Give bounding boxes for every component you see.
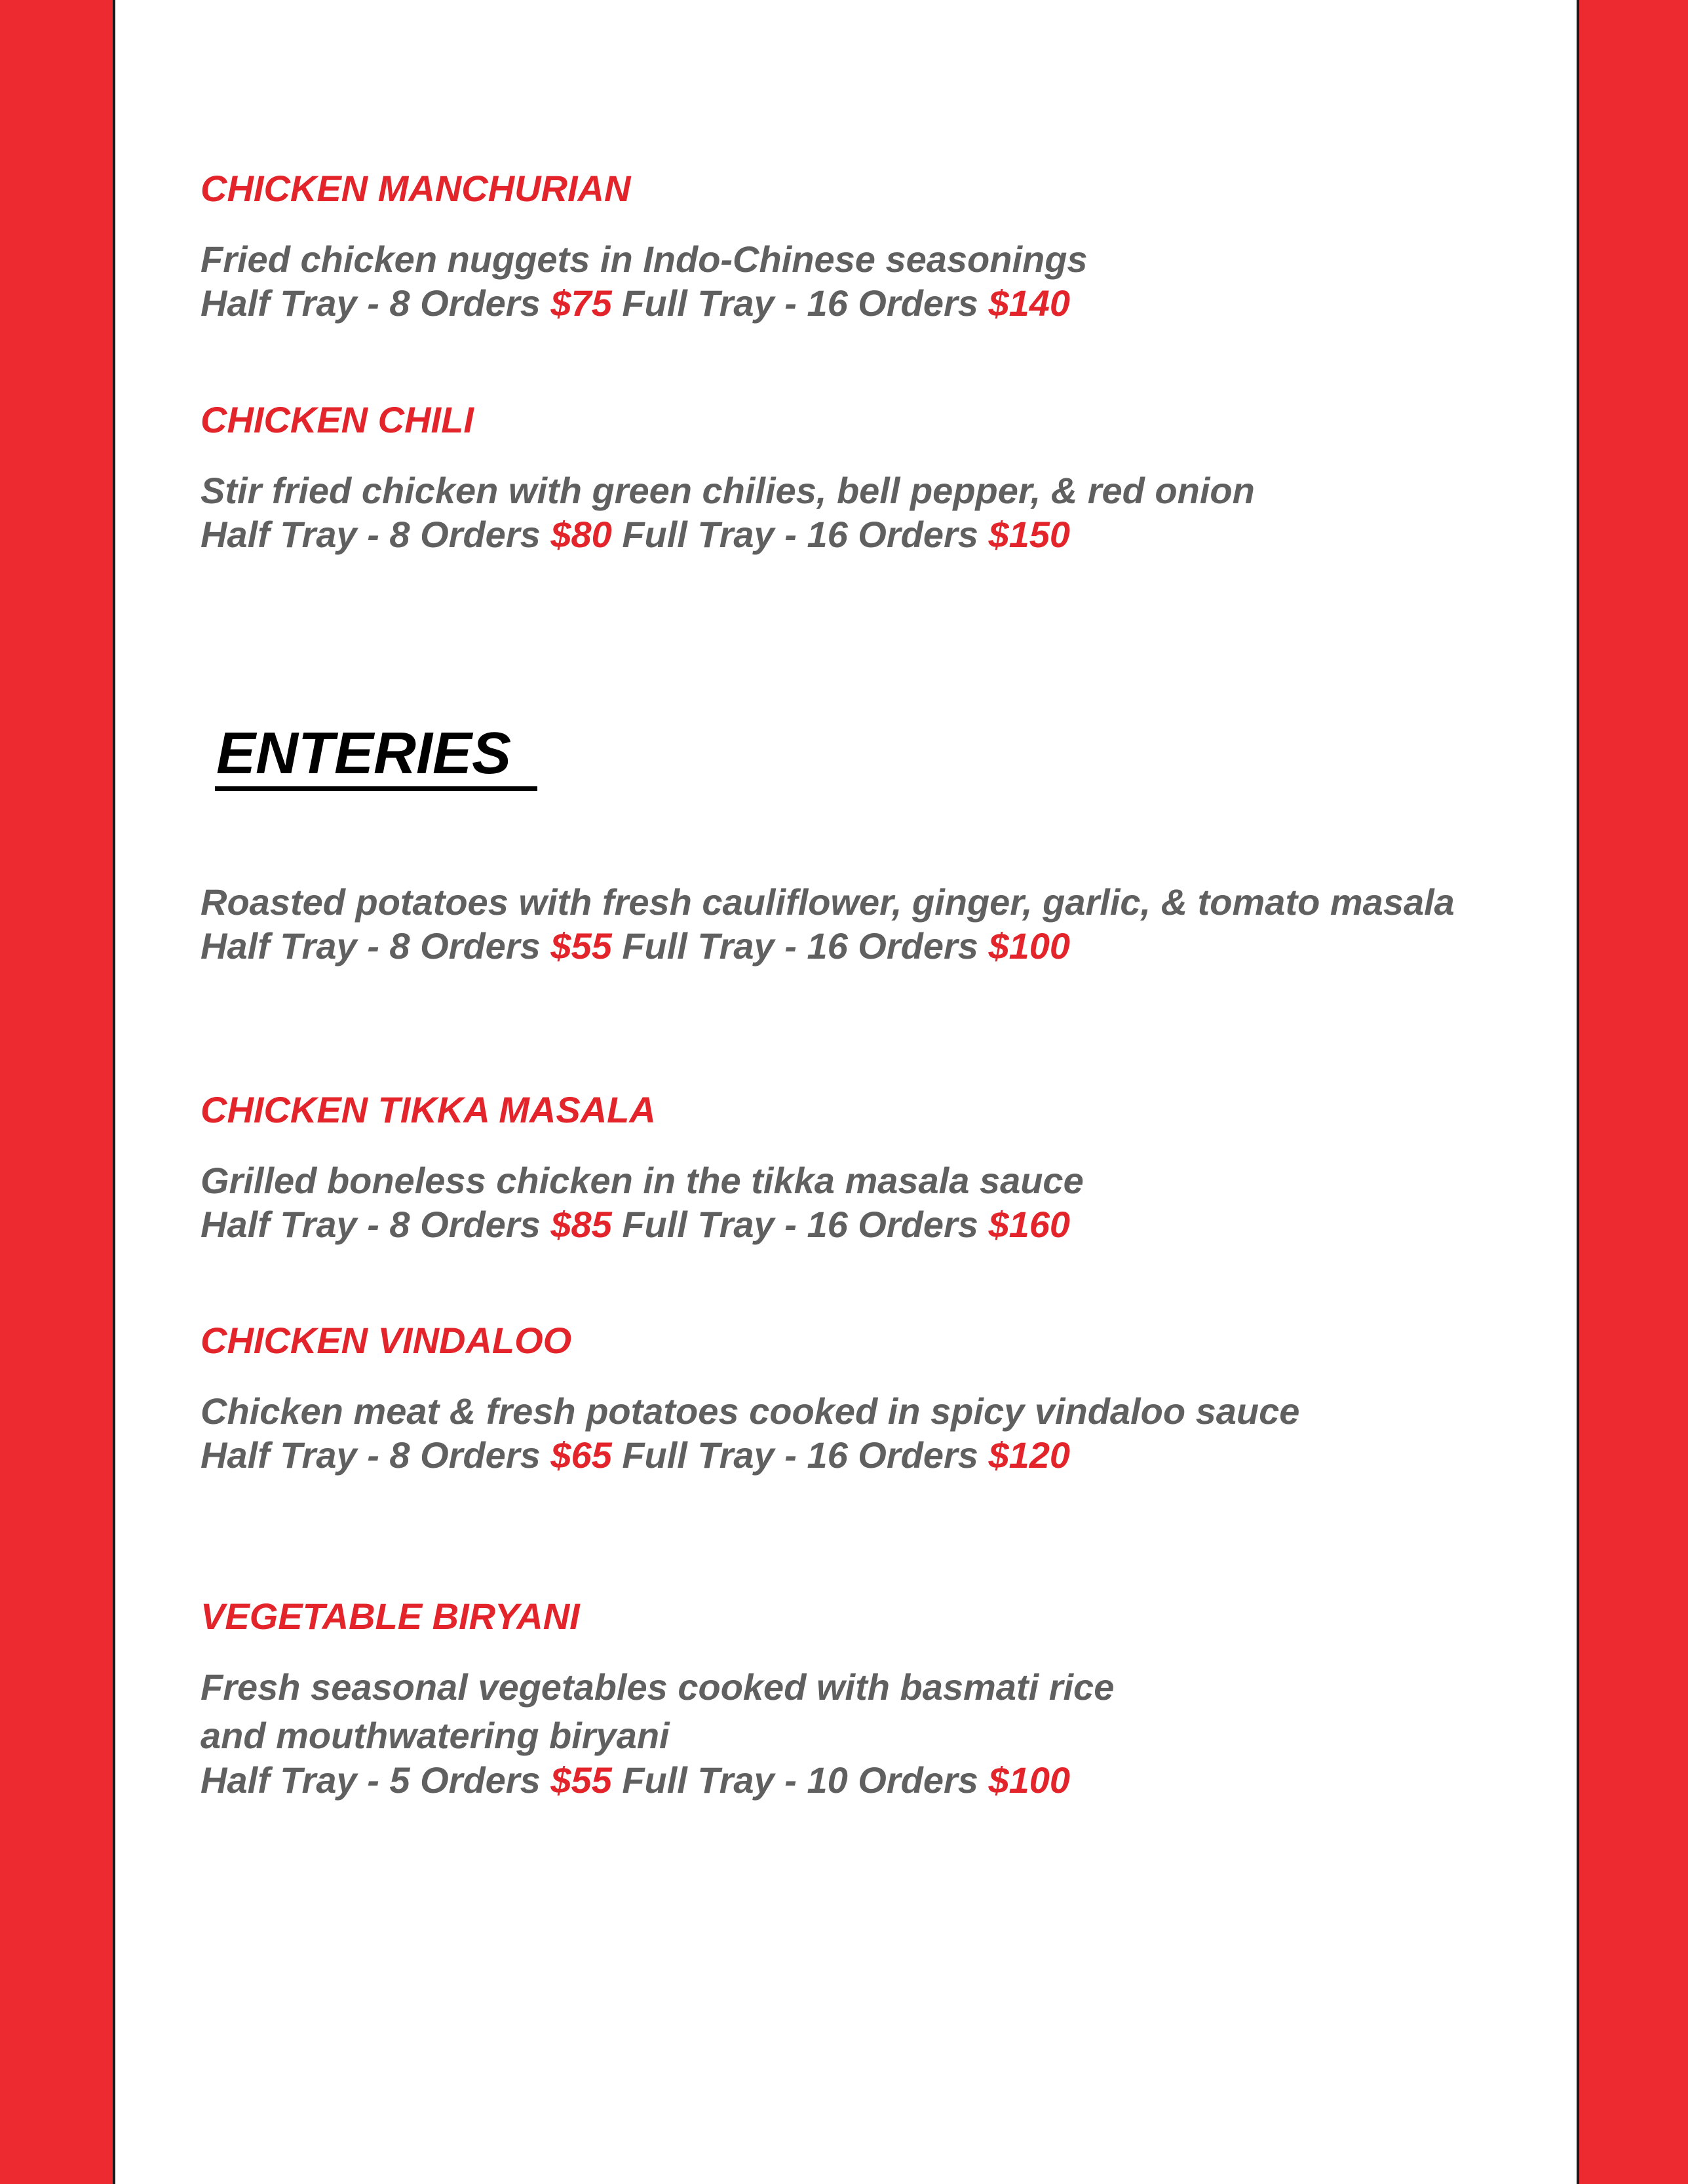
item-price-line	[201, 1434, 1071, 1476]
item-name-chicken-tikka-masala: CHICKEN TIKKA MASALA	[201, 1089, 656, 1130]
item-name-chicken-manchurian: CHICKEN MANCHURIAN	[201, 168, 631, 209]
item-description: Roasted potatoes with fresh cauliflower, ginger, garlic, & tomato masala	[201, 881, 1455, 923]
half-tray-label: Half Tray - 8 Orders	[201, 925, 541, 967]
full-tray-price: $160	[988, 1204, 1071, 1245]
half-tray-price: $80	[550, 514, 612, 555]
item-price-line	[201, 925, 1071, 967]
half-tray-price: $55	[550, 1759, 612, 1801]
full-tray-label: Full Tray - 10 Orders	[622, 1759, 978, 1801]
half-tray-label: Half Tray - 8 Orders	[201, 514, 541, 555]
section-heading-entrees: ENTERIES	[216, 721, 512, 786]
item-description: Fresh seasonal vegetables cooked with basmati rice	[201, 1666, 1115, 1708]
full-tray-price: $140	[988, 282, 1071, 324]
item-description: Stir fried chicken with green chilies, bell pepper, & red onion	[201, 470, 1255, 511]
item-description-line-2: and mouthwatering biryani	[201, 1715, 670, 1756]
item-name-chicken-chili: CHICKEN CHILI	[201, 399, 474, 440]
full-tray-price: $150	[988, 514, 1071, 555]
half-tray-label: Half Tray - 8 Orders	[201, 1204, 541, 1245]
item-description: Grilled boneless chicken in the tikka masala sauce	[201, 1160, 1084, 1201]
item-price-line	[201, 1206, 1070, 1243]
item-price-line	[201, 516, 1070, 553]
half-tray-price: $65	[550, 1434, 612, 1476]
item-price-line	[201, 282, 1071, 324]
full-tray-price: $100	[988, 1759, 1071, 1801]
half-tray-label: Half Tray - 8 Orders	[201, 1434, 541, 1476]
left-red-border	[0, 0, 115, 2184]
half-tray-label: Half Tray - 5 Orders	[201, 1759, 541, 1801]
item-name-chicken-vindaloo: CHICKEN VINDALOO	[201, 1320, 572, 1361]
full-tray-price: $100	[988, 925, 1071, 967]
section-heading-underline	[215, 786, 537, 791]
item-description: Chicken meat & fresh potatoes cooked in spicy vindaloo sauce	[201, 1390, 1300, 1432]
full-tray-label: Full Tray - 16 Orders	[622, 1204, 978, 1245]
item-name-vegetable-biryani: VEGETABLE BIRYANI	[201, 1596, 580, 1637]
half-tray-price: $85	[550, 1204, 612, 1245]
half-tray-price: $55	[550, 925, 612, 967]
full-tray-price: $120	[988, 1434, 1071, 1476]
full-tray-label: Full Tray - 16 Orders	[622, 282, 978, 324]
full-tray-label: Full Tray - 16 Orders	[622, 514, 978, 555]
half-tray-price: $75	[550, 282, 612, 324]
item-price-line	[201, 1759, 1071, 1801]
right-red-border	[1577, 0, 1688, 2184]
full-tray-label: Full Tray - 16 Orders	[622, 925, 978, 967]
half-tray-label: Half Tray - 8 Orders	[201, 282, 541, 324]
full-tray-label: Full Tray - 16 Orders	[622, 1434, 978, 1476]
item-description: Fried chicken nuggets in Indo-Chinese seasonings	[201, 239, 1088, 280]
